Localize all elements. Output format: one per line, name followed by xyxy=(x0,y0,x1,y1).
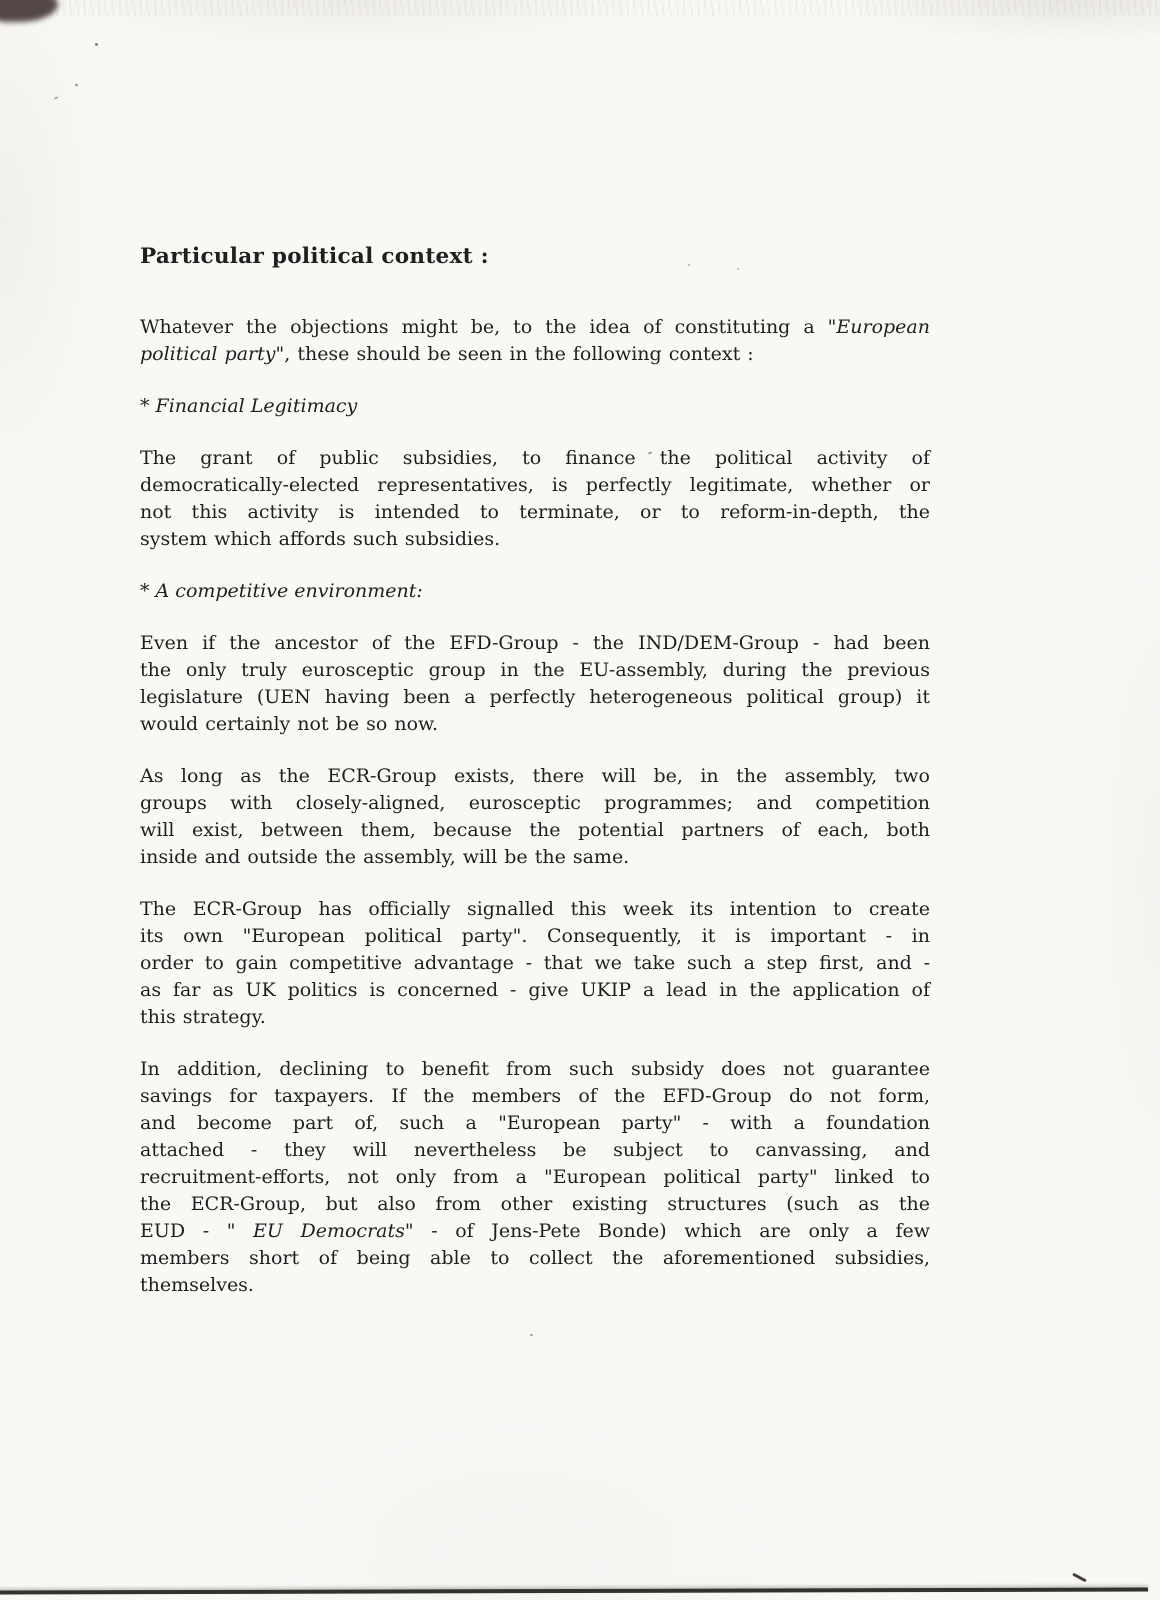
text-line: legislature (UEN having been a perfectly heterogeneous political group) it xyxy=(140,686,930,708)
paragraph xyxy=(140,314,930,368)
text-line: democratically-elected representatives, is perfectly legitimate, whether or xyxy=(140,474,930,496)
document-body xyxy=(140,314,930,1299)
text-line: its own "European political party". Consequently, it is important - in xyxy=(140,925,930,947)
scan-speck xyxy=(75,83,79,86)
text-line: The grant of public subsidies, to finance the political activity of xyxy=(140,447,930,469)
text-line: savings for taxpayers. If the members of the EFD-Group do not form, xyxy=(140,1085,930,1107)
text-line: themselves. xyxy=(140,1274,254,1296)
text-line: In addition, declining to benefit from such subsidy does not guarantee xyxy=(140,1058,930,1080)
paragraph xyxy=(140,1056,930,1299)
text-line: Even if the ancestor of the EFD-Group - the IND/DEM-Group - had been xyxy=(140,632,930,654)
paragraph xyxy=(140,763,930,871)
scan-smudge-top-left xyxy=(0,0,58,22)
text-line: political party", these should be seen in the following context : xyxy=(140,343,754,365)
scan-pen-tick xyxy=(1072,1573,1087,1583)
text-line: groups with closely-aligned, eurosceptic programmes; and competition xyxy=(140,792,930,814)
scan-speck xyxy=(530,1334,533,1336)
section-heading: * A competitive environment: xyxy=(140,580,423,602)
text-line: members short of being able to collect the aforementioned subsidies, xyxy=(140,1247,930,1269)
text-line: the only truly eurosceptic group in the EU-assembly, during the previous xyxy=(140,659,930,681)
paragraph xyxy=(140,445,930,553)
section-heading: * Financial Legitimacy xyxy=(140,395,358,417)
page-edge-line xyxy=(0,1587,1148,1594)
scan-grain-top-edge xyxy=(0,0,1160,16)
text-line: would certainly not be so now. xyxy=(140,713,439,735)
text-line: and become part of, such a "European party" - with a foundation xyxy=(140,1112,930,1134)
paragraph xyxy=(140,896,930,1031)
text-line: will exist, between them, because the potential partners of each, both xyxy=(140,819,930,841)
scan-speck xyxy=(54,96,58,100)
text-line: EUD - " EU Democrats" - of Jens-Pete Bonde) which are only a few xyxy=(140,1220,930,1242)
paragraph xyxy=(140,630,930,738)
text-line: system which affords such subsidies. xyxy=(140,528,501,550)
text-line: attached - they will nevertheless be subject to canvassing, and xyxy=(140,1139,930,1161)
text-line: order to gain competitive advantage - that we take such a step first, and - xyxy=(140,952,930,974)
text-line: this strategy. xyxy=(140,1006,266,1028)
document-text-block xyxy=(140,243,930,1324)
text-line: recruitment-efforts, not only from a "European political party" linked to xyxy=(140,1166,930,1188)
text-line: the ECR-Group, but also from other existing structures (such as the xyxy=(140,1193,930,1215)
text-line: not this activity is intended to terminate, or to reform-in-depth, the xyxy=(140,501,930,523)
text-line: The ECR-Group has officially signalled this week its intention to create xyxy=(140,898,930,920)
text-line: inside and outside the assembly, will be the same. xyxy=(140,846,630,868)
scan-speck xyxy=(95,43,98,46)
document-title: Particular political context : xyxy=(140,244,489,269)
text-line: Whatever the objections might be, to the idea of constituting a "European xyxy=(140,316,930,338)
text-line: as far as UK politics is concerned - give UKIP a lead in the application of xyxy=(140,979,930,1001)
text-line: As long as the ECR-Group exists, there will be, in the assembly, two xyxy=(140,765,930,787)
